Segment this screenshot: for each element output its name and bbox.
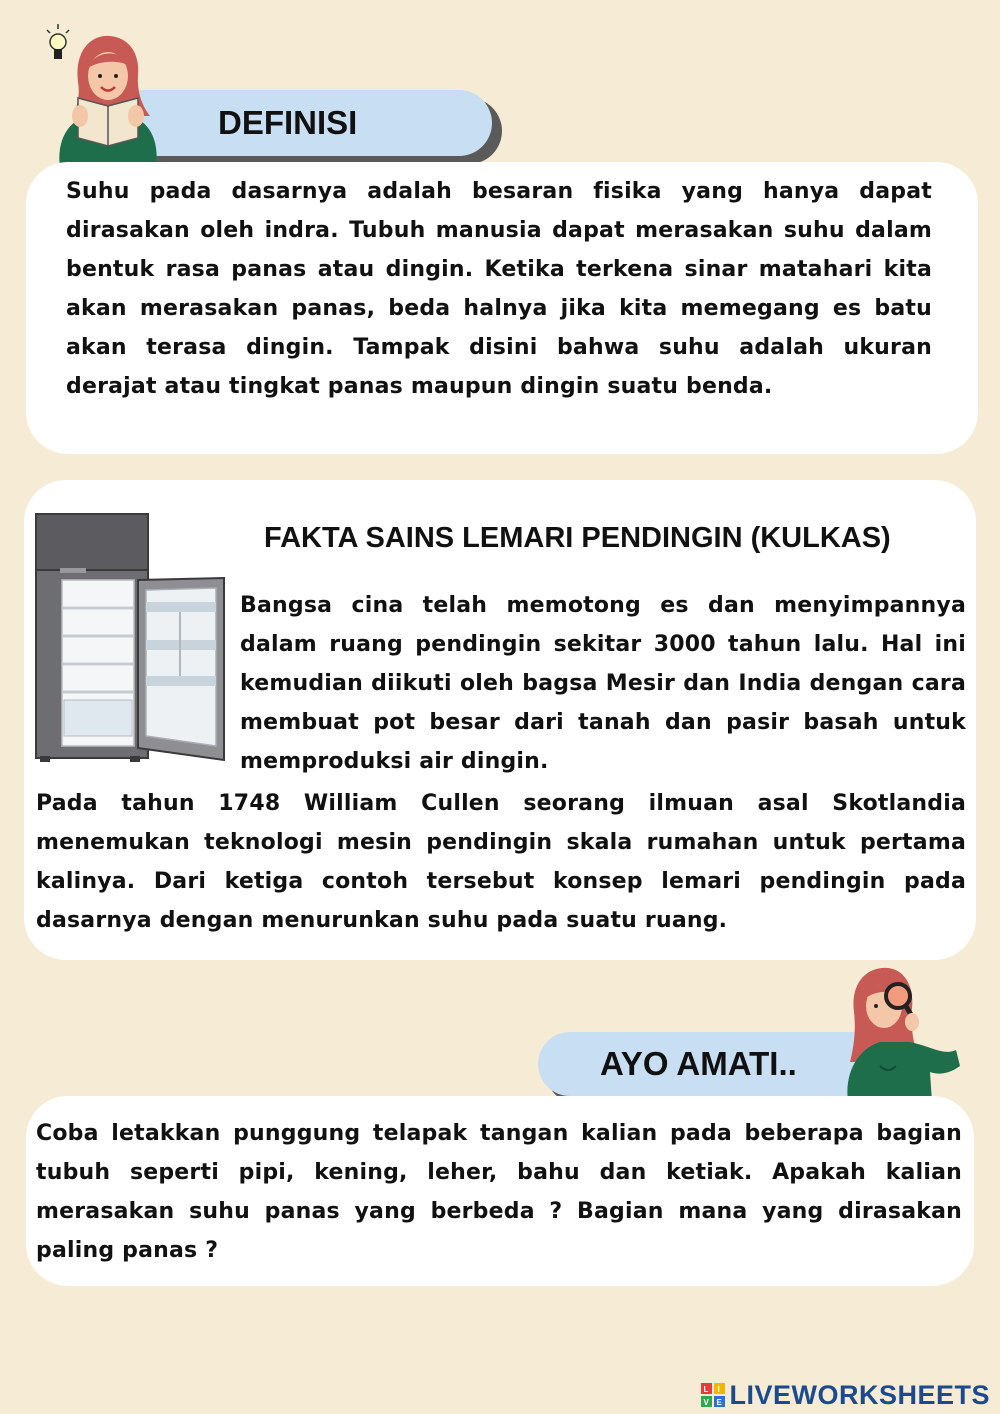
girl-reading-illustration: [38, 20, 163, 168]
refrigerator-illustration: [34, 510, 230, 766]
liveworksheets-brand-text: LIVEWORKSHEETS: [729, 1379, 990, 1410]
svg-text:L: L: [703, 1385, 709, 1394]
definisi-pill: [112, 90, 492, 156]
svg-text:I: I: [717, 1385, 721, 1394]
lightbulb-icon: [47, 24, 69, 59]
fakta-text-2: Pada tahun 1748 William Cullen seorang ilmuan asal Skotlandia menemukan teknologi mesin pendingin skala rumahan untuk pertama kalinya. Dari ketiga contoh tersebut konsep lemari pendingin pada dasarnya dengan menurunkan suhu pada suatu ruang.: [36, 791, 966, 933]
fakta-title: FAKTA SAINS LEMARI PENDINGIN (KULKAS): [264, 522, 891, 554]
svg-text:E: E: [716, 1398, 723, 1407]
amati-title: AYO AMATI..: [600, 1045, 797, 1082]
liveworksheets-brand: [701, 1380, 990, 1410]
fakta-text-1: Bangsa cina telah memotong es dan menyimpannya dalam ruang pendingin sekitar 3000 tahun lalu. Hal ini kemudian diikuti oleh bagsa Mesir dan India dengan cara membuat pot besar dari tanah dan pasir basah untuk memproduksi air dingin.: [240, 593, 966, 774]
definisi-text: Suhu pada dasarnya adalah besaran fisika yang hanya dapat dirasakan oleh indra. Tubuh manusia dapat merasakan suhu dalam bentuk rasa panas atau dingin. Ketika terkena sinar matahari kita akan merasakan panas, beda halnya jika kita memegang es batu akan terasa dingin. Tampak disini bahwa suhu adalah ukuran derajat atau tingkat panas maupun dingin suatu benda.: [66, 179, 932, 399]
girl-magnifier-illustration: [840, 962, 962, 1102]
definisi-title: DEFINISI: [218, 104, 358, 141]
amati-text: Coba letakkan punggung telapak tangan kalian pada beberapa bagian tubuh seperti pipi, kening, leher, bahu dan ketiak. Apakah kalian merasakan suhu panas yang berbeda ? Bagian mana yang dirasakan paling panas ?: [36, 1121, 962, 1263]
svg-text:V: V: [703, 1398, 710, 1407]
liveworksheets-logo-icon: [701, 1383, 725, 1407]
